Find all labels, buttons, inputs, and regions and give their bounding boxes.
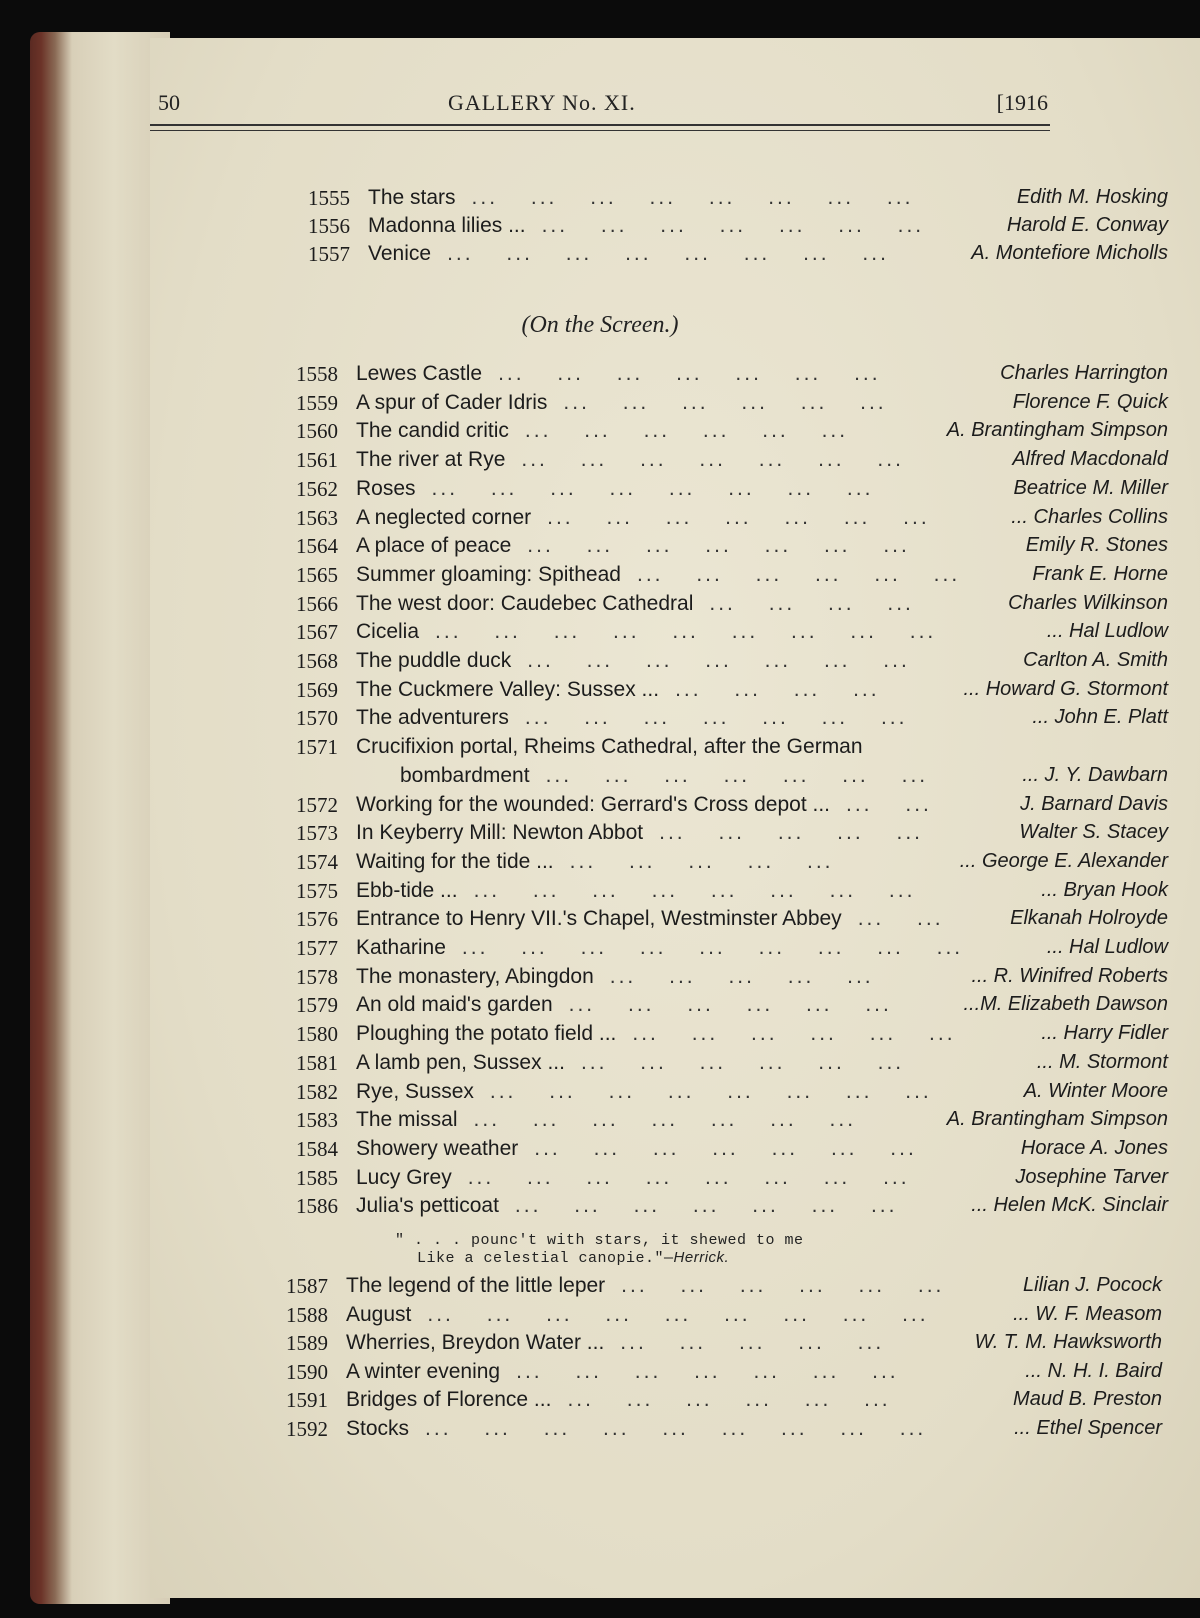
leader-dots: ... ... xyxy=(857,907,944,931)
entry-artist: Beatrice M. Miller xyxy=(1013,476,1168,499)
leader-dots: ... ... ... ... ... ... ... xyxy=(473,1108,857,1132)
catalogue-entry xyxy=(296,1108,1168,1136)
entry-number: 1585 xyxy=(296,1165,338,1190)
leader-dots: ... ... ... ... ... ... xyxy=(632,1022,956,1046)
entry-title: The west door: Caudebec Cathedral xyxy=(356,591,694,615)
leader-dots: ... ... ... ... ... ... ... xyxy=(516,1359,899,1383)
entry-title: Showery weather xyxy=(356,1136,519,1160)
entry-artist: Alfred Macdonald xyxy=(1012,448,1168,471)
leader-dots: ... ... ... ... ... ... ... ... xyxy=(473,878,916,902)
entry-title: Rye, Sussex xyxy=(356,1079,474,1103)
entry-number: 1561 xyxy=(296,448,338,473)
entry-number: 1567 xyxy=(296,620,338,645)
entry-title: A neglected corner xyxy=(356,505,532,529)
entry-number: 1573 xyxy=(296,821,338,846)
entry-title: A place of peace xyxy=(356,534,512,558)
leader-dots: ... ... ... ... ... xyxy=(569,849,834,873)
leader-dots: ... ... ... ... xyxy=(709,591,914,615)
entry-title: The monastery, Abingdon xyxy=(356,964,594,988)
entry-title-continued: bombardment xyxy=(400,763,530,787)
entry-artist: Carlton A. Smith xyxy=(1023,649,1168,671)
entry-title: August xyxy=(346,1302,412,1326)
leader-dots: ... ... ... ... ... ... xyxy=(563,390,887,414)
leader-dots: ... ... ... ... ... ... xyxy=(621,1274,945,1297)
quote-line-1: " . . . pounc't with stars, it shewed to me xyxy=(395,1232,804,1249)
leader-dots: ... ... ... ... ... xyxy=(620,1331,885,1354)
entry-title: Working for the wounded: Gerrard's Cross depot ... xyxy=(356,792,831,816)
entry-artist: Charles Wilkinson xyxy=(1008,591,1168,614)
catalogue-entry xyxy=(296,706,1168,734)
leader-dots: ... ... ... ... ... xyxy=(659,821,923,845)
catalogue-entry xyxy=(286,1274,1162,1302)
entry-artist: Lilian J. Pocock xyxy=(1023,1274,1162,1296)
entry-title: The river at Rye xyxy=(356,448,506,472)
entry-artist: ... J. Y. Dawbarn xyxy=(1022,763,1168,786)
leader-dots: ... ... ... ... ... ... ... ... ... xyxy=(427,1302,929,1326)
leader-dots: ... ... ... ... ... ... xyxy=(568,993,892,1017)
catalogue-entry xyxy=(296,879,1168,907)
entry-artist: Charles Harrington xyxy=(1000,362,1168,384)
entry-title: The adventurers xyxy=(356,706,509,730)
catalogue-entry xyxy=(296,821,1168,849)
entry-number: 1568 xyxy=(296,649,338,673)
entry-artist: ... W. F. Measom xyxy=(1013,1302,1162,1325)
entry-artist: ... Hal Ludlow xyxy=(1046,936,1168,958)
catalogue-entry xyxy=(296,735,1168,763)
leader-dots: ... ... ... ... ... ... ... xyxy=(541,214,925,237)
catalogue-entry xyxy=(296,993,1168,1021)
entry-artist: J. Barnard Davis xyxy=(1020,792,1168,815)
catalogue-entry xyxy=(308,186,1168,214)
leader-dots: ... ... ... ... ... ... ... xyxy=(521,448,904,472)
entry-title: Summer gloaming: Spithead xyxy=(356,562,621,586)
entry-artist: Horace A. Jones xyxy=(1020,1136,1168,1159)
entry-title: The candid critic xyxy=(356,419,509,443)
entry-title: Ebb-tide ... xyxy=(356,878,458,902)
leader-dots: ... ... ... ... ... ... ... xyxy=(524,706,908,730)
entry-number: 1555 xyxy=(308,186,350,210)
leader-dots: ... ... ... ... ... ... xyxy=(567,1388,891,1411)
leader-dots: ... ... ... ... ... xyxy=(609,964,874,988)
entry-artist: Emily R. Stones xyxy=(1025,534,1168,557)
entry-title: A winter evening xyxy=(346,1359,501,1383)
entry-title: An old maid's garden xyxy=(356,993,553,1017)
entry-number: 1556 xyxy=(308,214,350,238)
entry-artist: Harold E. Conway xyxy=(1006,214,1168,236)
leader-dots: ... ... ... ... ... ... xyxy=(524,419,849,443)
entry-title: Cicelia xyxy=(356,620,420,644)
leader-dots: ... ... ... ... ... ... ... ... xyxy=(447,242,889,265)
leader-dots: ... ... ... ... ... ... ... ... xyxy=(489,1079,932,1103)
entry-title: Waiting for the tide ... xyxy=(356,849,554,873)
entry-title: Wherries, Breydon Water ... xyxy=(346,1331,605,1354)
entry-title: Crucifixion portal, Rheims Cathedral, after the German xyxy=(356,735,863,759)
entry-artist: Frank E. Horne xyxy=(1032,562,1168,585)
entry-number: 1575 xyxy=(296,878,338,903)
leader-dots: ... ... ... ... ... ... ... xyxy=(527,649,910,672)
entry-artist: A. Brantingham Simpson xyxy=(946,1108,1168,1131)
leader-dots: ... ... ... ... ... ... ... ... ... xyxy=(461,936,964,959)
entry-title: A lamb pen, Sussex ... xyxy=(356,1050,565,1074)
entry-title: Bridges of Florence ... xyxy=(346,1388,552,1411)
entry-title: In Keyberry Mill: Newton Abbot xyxy=(356,821,644,845)
catalogue-entry-continuation xyxy=(296,764,1168,792)
leader-dots: ... ... ... ... ... ... xyxy=(580,1050,905,1074)
entry-artist: ...M. Elizabeth Dawson xyxy=(963,993,1168,1016)
entry-artist: ... John E. Platt xyxy=(1032,706,1168,729)
entry-number: 1572 xyxy=(296,792,338,817)
entry-number: 1562 xyxy=(296,476,338,501)
catalogue-entry xyxy=(296,1166,1168,1194)
catalogue-entry xyxy=(286,1388,1162,1416)
catalogue-entry xyxy=(296,592,1168,620)
entry-title: The puddle duck xyxy=(356,649,512,672)
entry-artist: ... Bryan Hook xyxy=(1041,878,1168,901)
entry-artist: Walter S. Stacey xyxy=(1019,821,1168,844)
header-rule xyxy=(150,124,1050,126)
entry-artist: Elkanah Holroyde xyxy=(1010,907,1168,930)
header-rule-thin xyxy=(150,130,1050,131)
entry-title: Lewes Castle xyxy=(356,362,483,385)
leader-dots: ... ... xyxy=(846,792,932,816)
entry-number: 1559 xyxy=(296,390,338,415)
catalogue-entry xyxy=(296,1080,1168,1108)
quote-line-2: Like a celestial canopie."—Herrick. xyxy=(417,1249,730,1267)
leader-dots: ... ... ... ... ... ... ... ... ... xyxy=(435,620,937,644)
entry-artist: A. Montefiore Micholls xyxy=(971,242,1168,264)
catalogue-entry xyxy=(296,391,1168,419)
catalogue-entry xyxy=(296,506,1168,534)
entry-title: The legend of the little leper xyxy=(346,1274,606,1297)
page-title: GALLERY No. XI. xyxy=(448,90,636,115)
catalogue-entry xyxy=(308,242,1168,270)
entry-artist: A. Brantingham Simpson xyxy=(946,419,1168,442)
entry-title: Katharine xyxy=(356,936,446,959)
catalogue-entry xyxy=(296,1137,1168,1165)
leader-dots: ... ... ... ... ... ... ... xyxy=(534,1136,917,1160)
entry-title: Entrance to Henry VII.'s Chapel, Westminster Abbey xyxy=(356,907,842,931)
entry-artist: A. Winter Moore xyxy=(1023,1079,1168,1102)
year: [1916 xyxy=(996,90,1048,115)
entry-artist: ... Howard G. Stormont xyxy=(963,677,1168,700)
entry-number: 1566 xyxy=(296,591,338,616)
entry-number: 1579 xyxy=(296,993,338,1018)
catalogue-entry xyxy=(308,214,1168,242)
entry-artist: Florence F. Quick xyxy=(1012,390,1168,413)
leader-dots: ... ... ... ... xyxy=(675,677,880,701)
entry-number: 1578 xyxy=(296,964,338,989)
catalogue-entry xyxy=(296,907,1168,935)
catalogue-entry xyxy=(296,419,1168,447)
entry-artist: ... Harry Fidler xyxy=(1041,1022,1168,1045)
leader-dots: ... ... ... ... ... ... xyxy=(636,562,961,586)
entry-number: 1580 xyxy=(296,1022,338,1047)
entry-number: 1586 xyxy=(296,1194,338,1219)
entry-title: Stocks xyxy=(346,1416,410,1440)
leader-dots: ... ... ... ... ... ... ... xyxy=(498,362,881,385)
entry-number: 1584 xyxy=(296,1136,338,1161)
entry-number: 1563 xyxy=(296,505,338,530)
entry-artist: ... Hal Ludlow xyxy=(1046,620,1168,643)
entry-title: The stars xyxy=(368,186,456,209)
entry-title: Lucy Grey xyxy=(356,1165,452,1189)
entry-artist: ... George E. Alexander xyxy=(959,849,1168,872)
catalogue-entry xyxy=(296,1194,1168,1222)
catalogue-entry xyxy=(296,362,1168,390)
catalogue-entry xyxy=(296,936,1168,964)
catalogue-entry xyxy=(296,534,1168,562)
entry-number: 1560 xyxy=(296,419,338,444)
catalogue-entry xyxy=(296,620,1168,648)
entry-title: Madonna lilies ... xyxy=(368,214,526,237)
leader-dots: ... ... ... ... ... ... ... ... xyxy=(471,186,914,209)
entry-number: 1577 xyxy=(296,936,338,960)
entry-title: Venice xyxy=(368,242,432,265)
entry-artist: Maud B. Preston xyxy=(1013,1388,1162,1410)
catalogue-entry xyxy=(296,793,1168,821)
leader-dots: ... ... ... ... ... ... ... ... xyxy=(467,1165,910,1189)
entry-number: 1589 xyxy=(286,1331,328,1355)
quote xyxy=(395,1232,804,1267)
entry-artist: Josephine Tarver xyxy=(1015,1165,1168,1188)
entry-artist: ... Charles Collins xyxy=(1011,505,1168,528)
entry-number: 1588 xyxy=(286,1302,328,1327)
entry-number: 1576 xyxy=(296,907,338,932)
entry-number: 1574 xyxy=(296,849,338,874)
entry-number: 1558 xyxy=(296,362,338,386)
entry-artist: ... N. H. I. Baird xyxy=(1025,1359,1162,1382)
catalogue-entry xyxy=(286,1417,1162,1445)
entry-number: 1570 xyxy=(296,706,338,731)
leader-dots: ... ... ... ... ... ... ... xyxy=(545,763,929,787)
quote-attribution: Herrick. xyxy=(673,1249,730,1266)
entry-artist: W. T. M. Hawksworth xyxy=(974,1331,1162,1353)
catalogue-entry xyxy=(296,563,1168,591)
entry-title: Ploughing the potato field ... xyxy=(356,1022,617,1046)
book-edge xyxy=(30,32,170,1604)
entry-artist: ... M. Stormont xyxy=(1036,1050,1168,1073)
entry-title: Roses xyxy=(356,476,416,500)
entry-artist: Edith M. Hosking xyxy=(1016,186,1168,208)
page-number: 50 xyxy=(158,90,180,115)
catalogue-entry xyxy=(286,1303,1162,1331)
entry-number: 1591 xyxy=(286,1388,328,1412)
entry-title: Julia's petticoat xyxy=(356,1194,499,1218)
catalogue-entry xyxy=(296,649,1168,677)
leader-dots: ... ... ... ... ... ... ... ... ... xyxy=(425,1416,927,1440)
entry-number: 1581 xyxy=(296,1050,338,1075)
entry-title: The missal xyxy=(356,1108,458,1132)
catalogue-entry xyxy=(296,678,1168,706)
catalogue-entry xyxy=(296,850,1168,878)
entry-number: 1592 xyxy=(286,1416,328,1441)
catalogue-entry xyxy=(286,1360,1162,1388)
entry-title: The Cuckmere Valley: Sussex ... xyxy=(356,677,660,701)
catalogue-entry xyxy=(286,1331,1162,1359)
entry-number: 1565 xyxy=(296,562,338,587)
entry-title: A spur of Cader Idris xyxy=(356,390,548,414)
entry-artist: ... Ethel Spencer xyxy=(1014,1416,1162,1439)
leader-dots: ... ... ... ... ... ... ... xyxy=(547,505,930,529)
entry-number: 1564 xyxy=(296,534,338,559)
entry-number: 1583 xyxy=(296,1108,338,1133)
leader-dots: ... ... ... ... ... ... ... ... xyxy=(431,476,874,500)
catalogue-entry xyxy=(296,1051,1168,1079)
entry-artist: ... Helen McK. Sinclair xyxy=(971,1194,1168,1217)
entry-number: 1587 xyxy=(286,1274,328,1298)
entry-number: 1557 xyxy=(308,242,350,266)
section-heading: (On the Screen.) xyxy=(521,312,679,338)
entry-number: 1590 xyxy=(286,1359,328,1384)
entry-number: 1582 xyxy=(296,1079,338,1104)
catalogue-entry xyxy=(296,477,1168,505)
entry-number: 1571 xyxy=(296,735,338,760)
leader-dots: ... ... ... ... ... ... ... xyxy=(514,1194,898,1218)
entry-artist: ... R. Winifred Roberts xyxy=(971,964,1168,987)
catalogue-entry xyxy=(296,965,1168,993)
catalogue-entry xyxy=(296,1022,1168,1050)
catalogue-entry xyxy=(296,448,1168,476)
entry-number: 1569 xyxy=(296,677,338,702)
leader-dots: ... ... ... ... ... ... ... xyxy=(527,534,910,558)
